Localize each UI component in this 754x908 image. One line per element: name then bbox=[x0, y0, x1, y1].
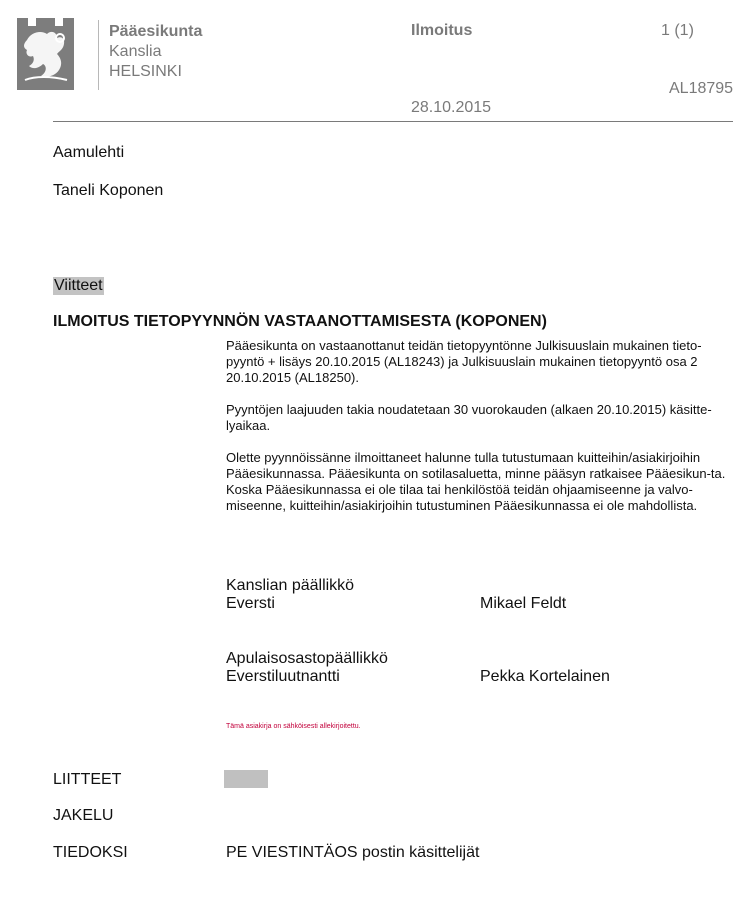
body-text bbox=[226, 338, 731, 530]
signature-rank: Eversti bbox=[226, 595, 275, 612]
coat-of-arms-logo-icon bbox=[17, 18, 74, 90]
document-date: 28.10.2015 bbox=[411, 99, 492, 116]
body-paragraph: Olette pyynnöissänne ilmoittaneet halunne tulla tutustumaan kuitteihin/asiakirjoihin Pääesikunnassa. Pääesikunta on sotilasaluetta, minne pääsyn ratkaisee Pääesikun-ta. Koska Pääesikunnassa ei ole tilaa tai henkilöstöä teidän ohjaamiseenne ja valvo-miseenne, kuitteihin/asiakirjoihin tutustuminen Pääesikunnassa ei ole mahdollista. bbox=[226, 450, 726, 513]
redacted-attachment bbox=[224, 770, 268, 788]
distribution-label: JAKELU bbox=[53, 807, 114, 824]
body-paragraph: Pääesikunta on vastaanottanut teidän tietopyyntönne Julkisuuslain mukainen tieto-pyyntö + lisäys 20.10.2015 (AL18243) ja Julkisuuslain mukainen tietopyyntö osa 2 20.10.2015 (AL18250). bbox=[226, 338, 702, 385]
signature-name: Mikael Feldt bbox=[480, 595, 567, 612]
for-information-label: TIEDOKSI bbox=[53, 844, 128, 861]
subject-heading: ILMOITUS TIETOPYYNNÖN VASTAANOTTAMISESTA (KOPONEN) bbox=[53, 313, 547, 330]
organization-name: Pääesikunta bbox=[109, 23, 203, 40]
department-name: Kanslia bbox=[109, 43, 162, 60]
header-divider bbox=[98, 20, 99, 90]
signature-2-title bbox=[226, 650, 388, 686]
electronic-signature-note: Tämä asiakirja on sähköisesti allekirjoitettu. bbox=[226, 723, 361, 730]
references-label: Viitteet bbox=[54, 277, 103, 294]
signature-rank: Everstiluutnantti bbox=[226, 668, 340, 685]
signature-position: Kanslian päällikkö bbox=[226, 577, 355, 594]
recipient-name: Taneli Koponen bbox=[53, 182, 164, 199]
sender-block bbox=[109, 22, 202, 82]
body-paragraph: Pyyntöjen laajuuden takia noudatetaan 30 vuorokauden (alkaen 20.10.2015) käsitte-lyaikaa. bbox=[226, 402, 712, 433]
recipient-organization: Aamulehti bbox=[53, 144, 125, 161]
document-id: AL18795 bbox=[669, 80, 734, 97]
for-information-value: PE VIESTINTÄOS postin käsittelijät bbox=[226, 844, 480, 861]
signature-position: Apulaisosastopäällikkö bbox=[226, 650, 388, 667]
attachments-label: LIITTEET bbox=[53, 771, 122, 788]
city-name: HELSINKI bbox=[109, 63, 182, 80]
page-count: 1 (1) bbox=[661, 22, 694, 39]
signature-name: Pekka Kortelainen bbox=[480, 668, 610, 685]
document-type: Ilmoitus bbox=[411, 22, 473, 39]
signature-1-title bbox=[226, 577, 354, 613]
header-rule bbox=[53, 121, 733, 122]
